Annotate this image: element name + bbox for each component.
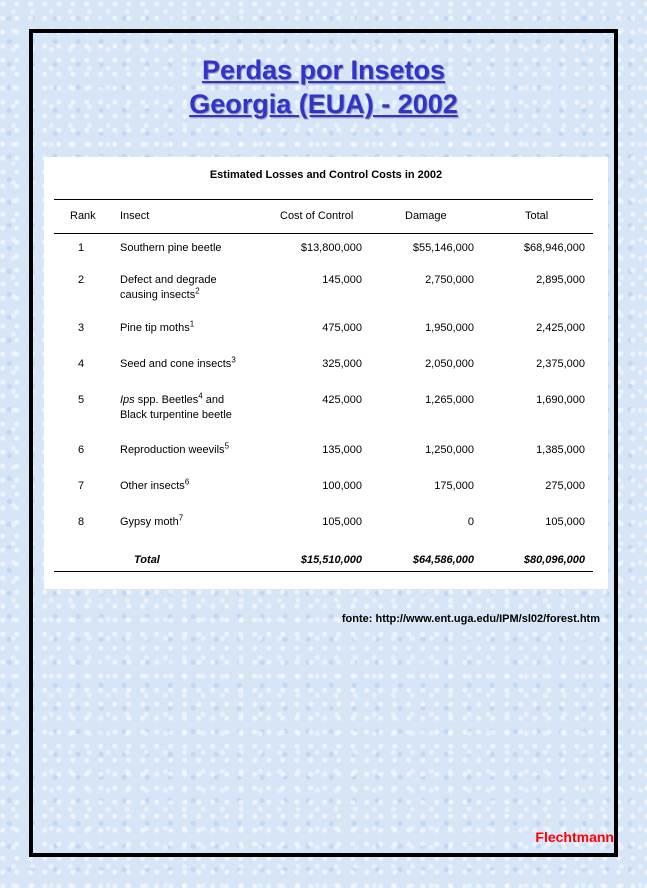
row-total: 2,895,000 xyxy=(536,274,585,286)
row-rank: 8 xyxy=(77,516,85,528)
slide-title-line1: Perdas por Insetos xyxy=(201,55,446,85)
row-insect: Defect and degrade causing insects$^2$ xyxy=(120,274,217,301)
row-rank: 4 xyxy=(77,358,85,370)
table-bottom-rule xyxy=(54,571,593,572)
totals-total: $80,096,000 xyxy=(523,554,585,566)
table-caption: Estimated Losses and Control Costs in 2002 xyxy=(209,169,443,181)
author-credit: Flechtmann xyxy=(535,829,614,845)
row-insect: Reproduction weevils$^5$ xyxy=(120,441,230,456)
header-damage: Damage xyxy=(405,210,447,222)
row-insect: Other insects$^6$ xyxy=(120,477,190,492)
table-top-rule xyxy=(54,199,593,200)
header-rank: Rank xyxy=(70,210,96,222)
row-cost: 100,000 xyxy=(322,480,362,492)
row-damage: 1,265,000 xyxy=(425,394,474,406)
row-rank: 3 xyxy=(77,322,85,334)
row-rank: 6 xyxy=(77,444,85,456)
row-cost: 425,000 xyxy=(322,394,362,406)
row-cost: $13,800,000 xyxy=(300,242,362,254)
row-damage: $55,146,000 xyxy=(412,242,474,254)
header-cost: Cost of Control xyxy=(280,210,354,222)
slide-title-line2: Georgia (EUA) - 2002 xyxy=(189,89,458,119)
header-total: Total xyxy=(525,210,549,222)
row-cost: 135,000 xyxy=(322,444,362,456)
row-cost: 475,000 xyxy=(322,322,362,334)
row-insect: Gypsy moth$^7$ xyxy=(120,513,184,528)
row-total: 1,690,000 xyxy=(536,394,585,406)
row-cost: 145,000 xyxy=(322,274,362,286)
row-damage: 2,750,000 xyxy=(425,274,474,286)
row-damage: 0 xyxy=(467,516,474,528)
header-insect: Insect xyxy=(120,210,150,222)
row-rank: 7 xyxy=(77,480,85,492)
row-rank: 1 xyxy=(77,242,85,254)
row-total: $68,946,000 xyxy=(523,242,585,254)
slide-frame xyxy=(29,29,618,857)
source-citation: fonte: http://www.ent.uga.edu/IPM/sl02/forest.htm xyxy=(341,613,600,625)
row-total: 105,000 xyxy=(545,516,585,528)
row-damage: 2,050,000 xyxy=(425,358,474,370)
row-insect: Ips spp. Beetles$^4$ and Black turpentine beetle xyxy=(120,391,232,421)
header-rule xyxy=(54,233,593,234)
row-damage: 1,250,000 xyxy=(425,444,474,456)
totals-label: Total xyxy=(134,554,160,566)
row-insect: Southern pine beetle xyxy=(120,242,222,254)
row-insect: Pine tip moths$^1$ xyxy=(120,319,195,334)
row-cost: 325,000 xyxy=(322,358,362,370)
row-cost: 105,000 xyxy=(322,516,362,528)
row-insect: Seed and cone insects$^3$ xyxy=(120,355,236,370)
row-damage: 1,950,000 xyxy=(425,322,474,334)
row-total: 2,375,000 xyxy=(536,358,585,370)
losses-table-panel xyxy=(44,157,608,589)
totals-cost: $15,510,000 xyxy=(300,554,362,566)
row-damage: 175,000 xyxy=(434,480,474,492)
row-rank: 2 xyxy=(77,274,85,286)
row-rank: 5 xyxy=(77,394,85,406)
row-total: 1,385,000 xyxy=(536,444,585,456)
totals-damage: $64,586,000 xyxy=(412,554,474,566)
row-total: 2,425,000 xyxy=(536,322,585,334)
row-total: 275,000 xyxy=(545,480,585,492)
